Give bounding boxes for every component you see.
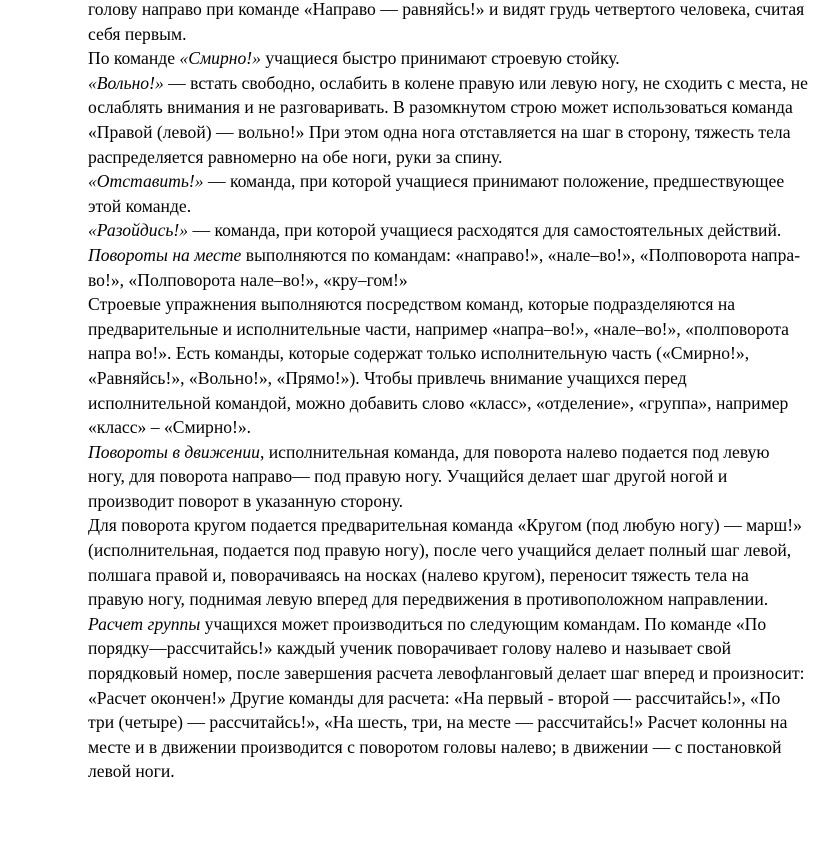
paragraph-lead: По команде	[88, 48, 180, 69]
paragraph-text: Строевые упражнения выполняются посредством команд, которые подразделяются на предварительные и исполнительные части, например «напра–во!», «нале–во!», «полповорота напра во!». Есть команды, которые содержат только исполнительную часть («Смирно!», «Равняйсь!», «Вольно!», «Прямо!»). Чтобы привлечь внимание учащихся перед исполнительной командой, можно добавить слово «класс», «отделение», «группа», например «класс» – «Смирно!».	[88, 294, 789, 438]
paragraph-text: учащихся может производиться по следующим командам. По команде «По порядку—рассчитайсь!» каждый ученик поворачивает голову налево и называет свой порядковый номер, после завершения расчета левофланговый делает шаг вперед и произносит: «Расчет окончен!» Другие команды для расчета: «На первый - второй — рассчитайсь!», «По три (четыре) — рассчитайсь!», «На шесть, три, на месте — рассчитайсь!» Расчет колонны на месте и в движении производится с поворотом головы налево; в движении — с постановкой левой ноги.	[88, 613, 805, 782]
paragraph-as-you-were-command	[88, 169, 808, 218]
paragraph-text: выполняются по командам: «направо!», «нале–во!», «Полповорота напра-во!», «Полповорота нале–во!», «кру–гом!»	[88, 244, 801, 290]
paragraph-text: , исполнительная команда, для поворота налево подается под левую ногу, для поворота направо— под правую ногу. Учащийся делает шаг другой ногой и производит поворот в указанную сторону.	[88, 441, 770, 511]
paragraph-dismiss-command	[88, 218, 808, 243]
paragraph-text: — команда, при которой учащиеся расходятся для самостоятельных действий.	[188, 220, 782, 241]
command-term: «Смирно!»	[179, 48, 261, 69]
paragraph-text: голову направо при команде «Направо — равняйсь!» и видят грудь четвертого человека, считая себя первым.	[88, 0, 805, 44]
paragraph-group-count	[88, 612, 808, 784]
command-term: «Разойдись!»	[88, 220, 189, 241]
paragraph-turns-in-place	[88, 243, 808, 292]
command-term: «Отставить!»	[88, 171, 204, 192]
paragraph-text: учащиеся быстро принимают строевую стойку.	[260, 48, 620, 69]
section-term: Повороты на месте	[88, 244, 242, 265]
document-page	[88, 0, 808, 784]
paragraph-drill-commands	[88, 292, 808, 440]
paragraph-text: — команда, при которой учащиеся принимают положение, предшествующее этой команде.	[88, 171, 785, 216]
paragraph-about-face	[88, 513, 808, 611]
paragraph-text: — встать свободно, ослабить в колене правую или левую ногу, не сходить с места, не ослаблять внимания и не разговаривать. В разомкнутом строю может использоваться команда «Правой (левой) — вольно!» При этом одна нога отставляется на шаг в сторону, тяжесть тела распределяется равномерно на обе ноги, руки за спину.	[88, 72, 808, 167]
section-term: Расчет группы	[88, 613, 201, 634]
paragraph-attention-command	[88, 46, 808, 71]
paragraph-turn-right-dress	[88, 0, 808, 46]
section-term: Повороты в движении	[88, 441, 260, 462]
paragraph-at-ease-command	[88, 71, 808, 169]
paragraph-text: Для поворота кругом подается предварительная команда «Кругом (под любую ногу) — марш!» (исполнительная, подается под правую ногу), после чего учащийся делает полный шаг левой, полшага правой и, поворачиваясь на носках (налево кругом), переносит тяжесть тела на правую ногу, поднимая левую вперед для передвижения в противоположном направлении.	[88, 515, 802, 610]
command-term: «Вольно!»	[88, 72, 164, 93]
paragraph-turns-in-motion	[88, 440, 808, 514]
